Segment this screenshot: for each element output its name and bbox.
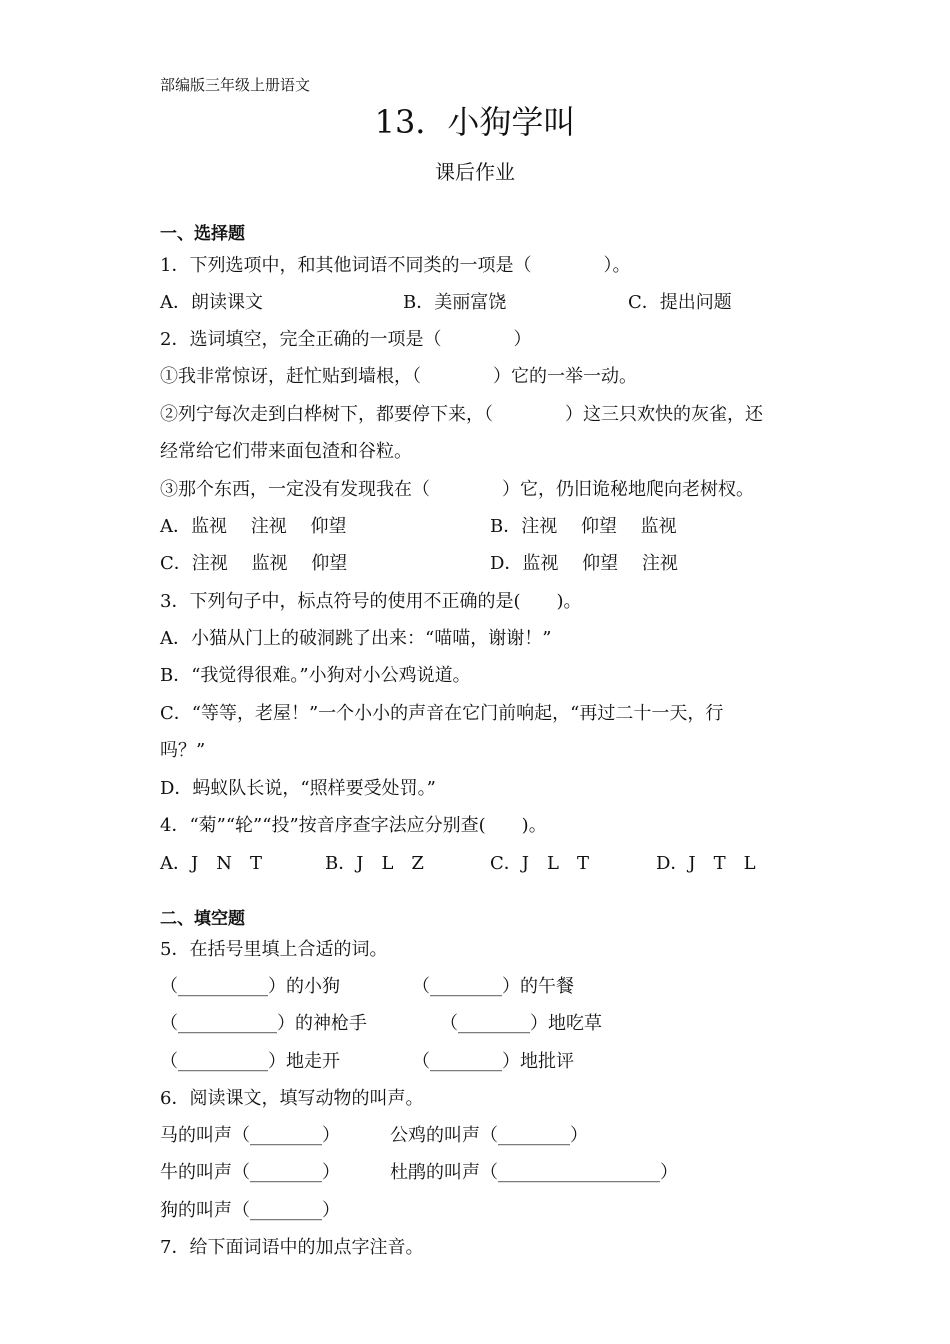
q2-sentence-3: ③那个东西，一定没有发现我在（ ）它，仍旧诡秘地爬向老树杈。 <box>160 479 754 500</box>
page-title: 13．小狗学叫 <box>374 103 576 141</box>
q6-cuckoo-sound: 杜鹃的叫声（__________________） <box>390 1162 678 1183</box>
q2-option-d: D．监视 仰望 注视 <box>490 553 678 574</box>
q5-stem: 5．在括号里填上合适的词。 <box>160 939 388 960</box>
q2-sentence-2-line-1: ②列宁每次走到白桦树下，都要停下来，（ ）这三只欢快的灰雀，还 <box>160 404 763 425</box>
q7-stem: 7．给下面词语中的加点字注音。 <box>160 1237 424 1258</box>
q3-option-c-line-1: C．“等等，老屋！”一个小小的声音在它门前响起，“再过二十一天，行 <box>160 703 724 724</box>
q2-option-a: A．监视 注视 仰望 <box>160 516 347 537</box>
q2-sentence-1: ①我非常惊讶，赶忙贴到墙根，（ ）它的一举一动。 <box>160 366 637 387</box>
q5-blank-3: （___________）的神枪手 <box>160 1013 367 1034</box>
q2-stem: 2．选词填空，完全正确的一项是（ ） <box>160 329 532 350</box>
q5-blank-6: （________）地批评 <box>412 1051 574 1072</box>
q6-horse-sound: 马的叫声（________） <box>160 1125 340 1146</box>
q1-stem: 1．下列选项中，和其他词语不同类的一项是（ ）。 <box>160 255 631 276</box>
q3-option-c-line-2: 吗？” <box>160 740 206 761</box>
q1-option-b: B．美丽富饶 <box>403 292 507 313</box>
q2-option-c: C．注视 监视 仰望 <box>160 553 348 574</box>
q4-option-c: C．J L T <box>490 853 589 874</box>
q3-option-d: D．蚂蚁队长说，“照样要受处罚。” <box>160 778 436 799</box>
section-heading-choice: 一、选择题 <box>160 224 245 244</box>
q3-option-a: A．小猫从门上的破洞跳了出来：“喵喵，谢谢！” <box>160 628 552 649</box>
q5-blank-4: （________）地吃草 <box>440 1013 602 1034</box>
section-heading-fill: 二、填空题 <box>160 909 245 929</box>
q5-blank-1: （__________）的小狗 <box>160 976 340 997</box>
q1-option-a: A．朗读课文 <box>160 292 263 313</box>
q2-sentence-2-line-2: 经常给它们带来面包渣和谷粒。 <box>160 441 412 462</box>
q3-option-b: B．“我觉得很难。”小狗对小公鸡说道。 <box>160 665 471 686</box>
q4-option-a: A．J N T <box>160 853 262 874</box>
q2-option-b: B．注视 仰望 监视 <box>490 516 677 537</box>
q1-option-c: C．提出问题 <box>628 292 732 313</box>
q4-stem: 4．“菊”“轮”“投”按音序查字法应分别查( )。 <box>160 815 547 836</box>
q5-blank-2: （________）的午餐 <box>412 976 574 997</box>
q6-rooster-sound: 公鸡的叫声（________） <box>390 1125 588 1146</box>
q3-stem: 3．下列句子中，标点符号的使用不正确的是( )。 <box>160 591 582 612</box>
q6-dog-sound: 狗的叫声（________） <box>160 1200 340 1221</box>
q6-cow-sound: 牛的叫声（________） <box>160 1162 340 1183</box>
q5-blank-5: （__________）地走开 <box>160 1051 340 1072</box>
q4-option-b: B．J L Z <box>325 853 424 874</box>
page-subtitle: 课后作业 <box>435 160 515 184</box>
header-grade-subject: 部编版三年级上册语文 <box>160 76 311 94</box>
q6-stem: 6．阅读课文，填写动物的叫声。 <box>160 1088 424 1109</box>
q4-option-d: D．J T L <box>656 853 756 874</box>
